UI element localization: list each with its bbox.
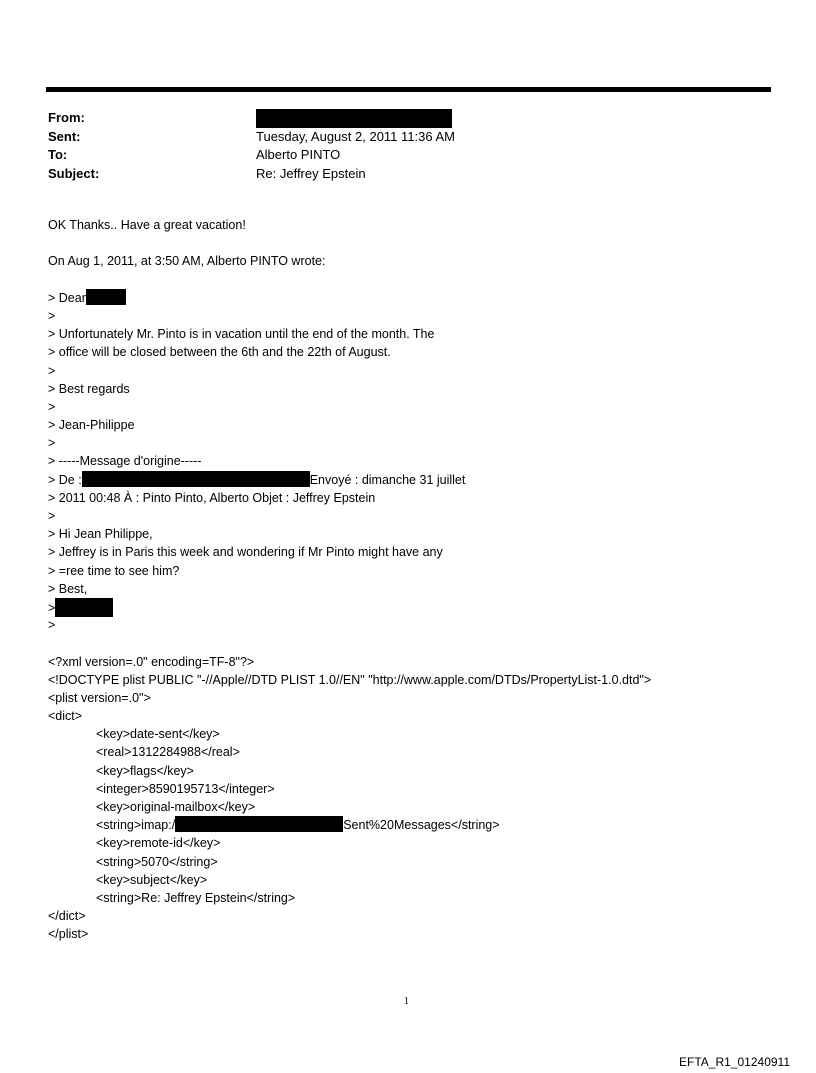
plist-line: <string>Re: Jeffrey Epstein</string>	[96, 890, 296, 905]
quoted-line: > Jean-Philippe	[48, 418, 135, 433]
redaction-mailbox	[175, 816, 343, 832]
quoted-line: > Hi Jean Philippe,	[48, 527, 153, 542]
plist-line: <!DOCTYPE plist PUBLIC "-//Apple//DTD PLIST 1.0//EN" "http://www.apple.com/DTDs/PropertyList-1.0.dtd">	[48, 672, 652, 687]
quoted-line: > 2011 00:48 À : Pinto Pinto, Alberto Objet : Jeffrey Epstein	[48, 490, 376, 505]
mailbox-suffix: Sent%20Messages</string>	[343, 818, 500, 833]
subject-row	[48, 165, 748, 184]
to-row	[48, 146, 748, 165]
email-body	[48, 216, 788, 944]
from-row	[48, 109, 748, 128]
quoted-line: >	[48, 436, 56, 451]
sent-label: Sent:	[48, 128, 81, 144]
quoted-line: >	[48, 509, 56, 523]
quoted-line: > =ree time to see him?	[48, 563, 180, 578]
plist-line: </plist>	[48, 927, 89, 942]
redaction-name	[86, 289, 126, 305]
quoted-line: > -----Message d'origine-----	[48, 454, 202, 469]
quoted-line	[48, 471, 788, 489]
quoted-line: >	[48, 399, 56, 414]
page-number: 1	[404, 996, 409, 1007]
plist-line: <key>date-sent</key>	[96, 727, 220, 742]
plist-line: <key>original-mailbox</key>	[96, 800, 256, 814]
sig-prefix: >	[48, 600, 56, 615]
body-line: OK Thanks.. Have a great vacation!	[48, 218, 246, 232]
quoted-line	[48, 289, 788, 307]
plist-line: <string>5070</string>	[96, 854, 218, 869]
quoted-line: >	[48, 363, 56, 378]
mailbox-prefix: <string>imap:/	[96, 818, 176, 833]
quoted-line	[48, 598, 788, 616]
redaction-from	[256, 109, 452, 128]
plist-line: <?xml version=.0" encoding=TF-8"?>	[48, 654, 255, 669]
header-rule	[46, 87, 771, 92]
plist-line: <integer>8590195713</integer>	[96, 781, 275, 796]
dear-text: > Dear	[48, 290, 86, 305]
sent-row	[48, 128, 748, 147]
quoted-line: > Best,	[48, 581, 88, 596]
quoted-line: > Unfortunately Mr. Pinto is in vacation until the end of the month. The	[48, 327, 435, 342]
to-value: Alberto PINTO	[256, 147, 341, 162]
de-text: > De :	[48, 472, 82, 487]
quoted-line: > office will be closed between the 6th and the 22th of August.	[48, 345, 391, 360]
quoted-line: >	[48, 308, 56, 323]
from-label: From:	[48, 110, 85, 125]
plist-line: <key>flags</key>	[96, 763, 194, 778]
plist-line: </dict>	[48, 909, 86, 924]
plist-line: <dict>	[48, 709, 83, 724]
body-line: On Aug 1, 2011, at 3:50 AM, Alberto PINTO wrote:	[48, 254, 326, 269]
plist-line	[48, 816, 788, 834]
plist-line: <plist version=.0">	[48, 690, 151, 705]
envoye-text: Envoyé : dimanche 31 juillet	[309, 472, 466, 487]
sent-value: Tuesday, August 2, 2011 11:36 AM	[256, 128, 455, 144]
quoted-line: > Best regards	[48, 381, 130, 396]
plist-line: <key>remote-id</key>	[96, 836, 221, 851]
to-label: To:	[48, 147, 68, 162]
subject-value: Re: Jeffrey Epstein	[256, 165, 366, 181]
redaction-signature	[55, 598, 113, 617]
quoted-line: > Jeffrey is in Paris this week and wondering if Mr Pinto might have any	[48, 545, 443, 560]
bates-number: EFTA_R1_01240911	[679, 1055, 790, 1069]
subject-label: Subject:	[48, 165, 100, 181]
plist-line: <key>subject</key>	[96, 872, 208, 887]
redaction-sender	[82, 471, 310, 487]
quoted-line: >	[48, 618, 56, 633]
email-header	[48, 109, 748, 183]
plist-line: <real>1312284988</real>	[96, 745, 240, 760]
